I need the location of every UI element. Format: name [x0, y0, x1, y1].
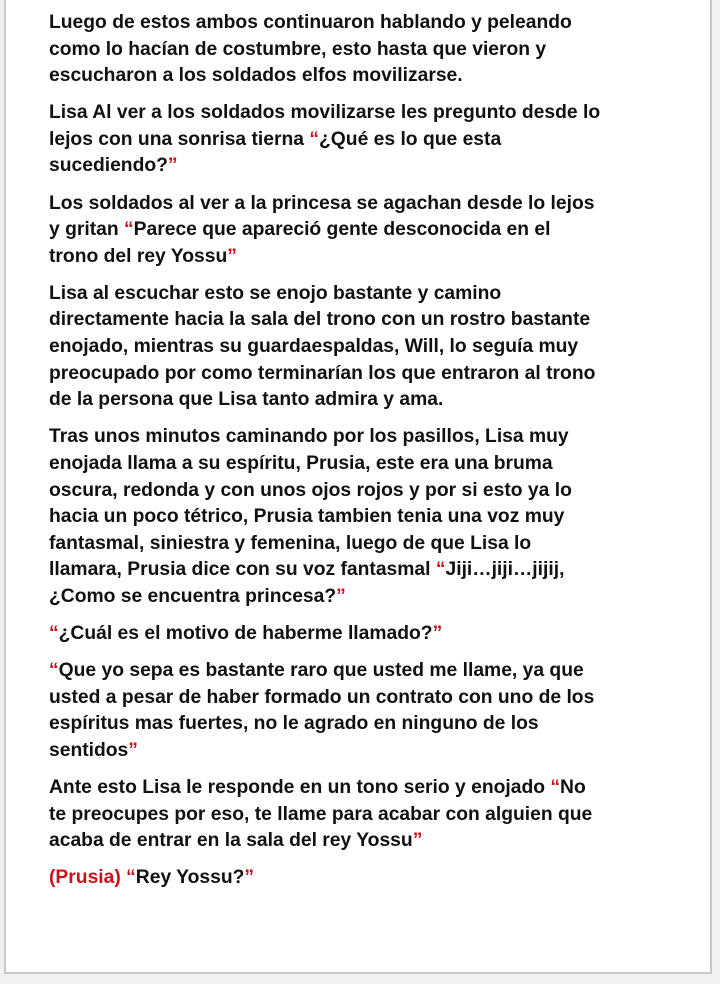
text-run: espíritus mas fuertes, no le agrado en ninguno de los — [49, 713, 539, 735]
text-line — [49, 478, 709, 505]
text-run: Lisa al escuchar esto se enojo bastante y camino — [49, 282, 502, 304]
text-run: ¿Como se encuentra princesa? — [49, 585, 337, 607]
text-run: ¿Qué es lo que esta — [319, 128, 502, 150]
text-run: te preocupes por eso, te llame para acabar con alguien que — [49, 803, 593, 825]
quote-mark: “ — [550, 776, 561, 798]
text-run: Lisa Al ver a los soldados movilizarse les pregunto desde lo — [49, 102, 601, 124]
text-line — [49, 10, 709, 37]
text-run: preocupado por como terminarían los que entraron al trono — [49, 362, 596, 384]
text-run: ¿Cuál es el motivo de haberme llamado? — [58, 622, 433, 644]
speaker-label: (Prusia) — [49, 867, 121, 889]
quote-mark: “ — [435, 559, 446, 581]
text-run: Que yo sepa es bastante raro que usted me llame, ya que — [58, 660, 584, 682]
text-run: Luego de estos ambos continuaron hablando y peleando — [49, 12, 572, 33]
text-run: enojado, mientras su guardaespaldas, Will, lo seguía muy — [49, 336, 579, 358]
quote-mark: “ — [49, 622, 59, 644]
text-line — [49, 37, 709, 64]
text-run: Los soldados al ver a la princesa se agachan desde lo lejos — [49, 192, 595, 214]
text-line — [49, 217, 709, 244]
quote-mark: ” — [167, 155, 178, 177]
text-line — [49, 621, 709, 648]
document-page — [4, 0, 712, 974]
quote-mark: ” — [336, 585, 346, 607]
paragraph — [49, 281, 709, 414]
text-line — [49, 191, 709, 218]
text-run: llamara, Prusia dice con su voz fantasmal — [49, 559, 436, 581]
quote-mark: ” — [244, 867, 255, 889]
text-run: Jiji…jiji…jijij, — [445, 559, 565, 581]
text-line — [49, 451, 709, 478]
paragraph — [49, 621, 709, 648]
text-line — [49, 557, 709, 584]
text-line — [49, 865, 709, 892]
text-run: directamente hacia la sala del trono con un rostro bastante — [49, 309, 591, 331]
text-line — [49, 127, 709, 154]
text-line — [49, 802, 709, 829]
text-line — [49, 738, 709, 765]
quote-mark: ” — [412, 830, 423, 852]
text-run: de la persona que Lisa tanto admira y ama. — [49, 389, 444, 411]
text-run: como lo hacían de costumbre, esto hasta que vieron y — [49, 38, 547, 60]
quote-mark: “ — [309, 128, 320, 150]
paragraph — [49, 775, 709, 855]
text-run: lejos con una sonrisa tierna — [49, 128, 310, 150]
text-line — [49, 424, 709, 451]
text-run: Rey Yossu? — [135, 867, 245, 889]
text-run: fantasmal, siniestra y femenina, luego de que Lisa lo — [49, 532, 532, 554]
text-line — [49, 584, 709, 611]
text-line — [49, 658, 709, 685]
paragraph — [49, 191, 709, 271]
paragraph — [49, 424, 709, 610]
text-line — [49, 307, 709, 334]
text-line — [49, 504, 709, 531]
text-line — [49, 387, 709, 414]
text-line — [49, 828, 709, 855]
paragraph — [49, 10, 709, 90]
text-line — [49, 711, 709, 738]
text-line — [49, 63, 709, 90]
text-run: escucharon a los soldados elfos movilizarse. — [49, 65, 463, 87]
quote-mark: ” — [227, 245, 237, 267]
text-run: Tras unos minutos caminando por los pasillos, Lisa muy — [49, 426, 569, 448]
paragraph — [49, 100, 709, 180]
quote-mark: ” — [128, 739, 138, 761]
quote-mark: “ — [124, 219, 134, 241]
text-line — [49, 685, 709, 712]
text-line — [49, 334, 709, 361]
paragraph — [49, 865, 709, 892]
text-line — [49, 531, 709, 558]
text-line — [49, 361, 709, 388]
text-run: No — [560, 776, 586, 798]
text-run: Ante esto Lisa le responde en un tono serio y enojado — [49, 776, 551, 798]
text-line — [49, 100, 709, 127]
story-text — [49, 10, 709, 902]
paragraph — [49, 658, 709, 764]
quote-mark: “ — [126, 867, 136, 889]
text-run: enojada llama a su espíritu, Prusia, este era una bruma — [49, 452, 553, 474]
text-run: trono del rey Yossu — [49, 245, 228, 267]
text-line — [49, 281, 709, 308]
text-run: usted a pesar de haber formado un contrato con uno de los — [49, 686, 595, 708]
text-line — [49, 775, 709, 802]
text-run: Parece que apareció gente desconocida en el — [133, 219, 551, 241]
text-run: hacia un poco tétrico, Prusia tambien tenia una voz muy — [49, 506, 565, 528]
text-run: oscura, redonda y con unos ojos rojos y por si esto ya lo — [49, 479, 572, 501]
quote-mark: ” — [432, 622, 443, 644]
text-run: sucediendo? — [49, 155, 168, 177]
text-line — [49, 153, 709, 180]
text-run: sentidos — [49, 739, 129, 761]
quote-mark: “ — [49, 660, 59, 682]
text-run: y gritan — [49, 219, 124, 241]
text-line — [49, 244, 709, 271]
text-run: acaba de entrar en la sala del rey Yossu — [49, 830, 413, 852]
